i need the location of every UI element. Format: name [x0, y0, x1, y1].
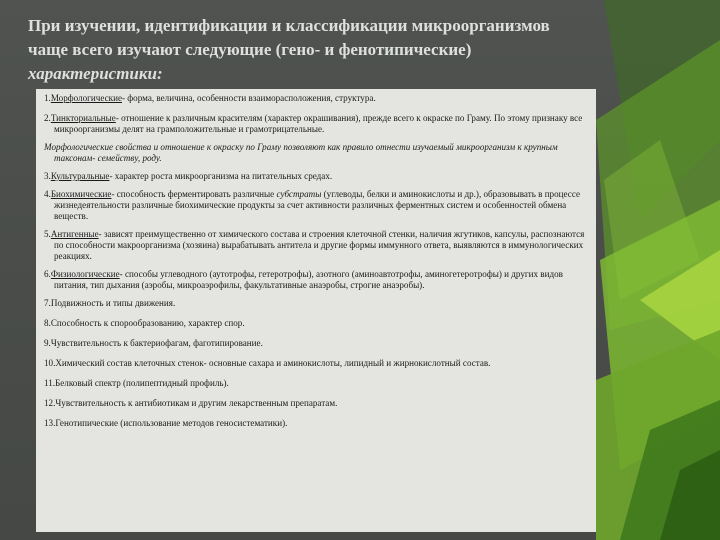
- item-text: - форма, величина, особенности взаиморасположения, структура.: [121, 93, 376, 103]
- item-text: - способы углеводного (аутотрофы, гетеротрофы), азотного (аминоавтотрофы, аминогетеротрофы) и других видов питания, тип дыхания (аэробы, микроаэрофилы, факультативные анаэробы, строгие анаэробы).: [54, 269, 563, 290]
- item-text: Морфологические свойства и отношение к окраску по Граму позволяют как правило отнести изучаемый микроорганизм к крупным таксонам- семейству, роду.: [44, 142, 558, 163]
- item-term: Тинкториальные: [50, 113, 116, 123]
- item-text: 10.Химический состав клеточных стенок- основные сахара и аминокислоты, липидный и жирнокислотный состав.: [44, 358, 491, 368]
- item-text: 11.Белковый спектр (полипептидный профиль).: [44, 378, 229, 388]
- item-text: 9.Чувствительность к бактериофагам, фаготипирование.: [44, 338, 263, 348]
- item-number: 5.: [44, 229, 51, 239]
- item-text: 13.Генотипические (использование методов геносистематики).: [44, 418, 288, 428]
- item-term: Антигенные: [50, 229, 99, 239]
- item-text: 7.Подвижность и типы движения.: [44, 298, 176, 308]
- item-tinctorial: [44, 113, 588, 135]
- title-line-3: характеристики:: [28, 64, 163, 83]
- title-line-2: чаще всего изучают следующие (гено- и фенотипические): [28, 40, 472, 59]
- item-text-emphasis: субстраты: [276, 189, 322, 199]
- item-text-a: - способность ферментировать различные: [111, 189, 277, 199]
- item-biochemical: [44, 189, 588, 222]
- item-term: Биохимические: [50, 189, 112, 199]
- item-text: 8.Способность к спорообразованию, характер спор.: [44, 318, 245, 328]
- item-genotypic: [44, 418, 588, 429]
- item-sporulation: [44, 318, 588, 329]
- item-text: - отношение к различным красителям (характер окрашивания), прежде всего к окраске по Граму. По этому признаку все микроорганизмы делят на грамположительные и грамотрицательные.: [54, 113, 583, 134]
- item-number: 2.: [44, 113, 51, 123]
- item-cultural: [44, 171, 588, 182]
- item-phage-sensitivity: [44, 338, 588, 349]
- slide-title: [28, 14, 668, 86]
- item-term: Морфологические: [50, 93, 122, 103]
- item-number: 6.: [44, 269, 51, 279]
- item-motility: [44, 298, 588, 309]
- item-term: Культуральные: [50, 171, 110, 181]
- content-panel: [36, 89, 596, 532]
- item-text: 12.Чувствительность к антибиотикам и другим лекарственным препаратам.: [44, 398, 338, 408]
- item-number: 4.: [44, 189, 51, 199]
- item-physiological: [44, 269, 588, 291]
- item-number: 1.: [44, 93, 51, 103]
- item-number: 3.: [44, 171, 51, 181]
- item-note: [44, 142, 588, 164]
- item-term: Физиологические: [50, 269, 120, 279]
- item-text: - зависят преимущественно от химического состава и строения клеточной стенки, наличия жгутиков, капсулы, распознаются по способности макроорганизма (хозяина) вырабатывать антитела и другие формы иммунного ответа, выявляются в иммунологических реакциях.: [54, 229, 585, 261]
- title-line-1: При изучении, идентификации и классификации микроорганизмов: [28, 16, 550, 35]
- item-protein-spectrum: [44, 378, 588, 389]
- item-cell-wall-composition: [44, 358, 588, 369]
- item-text-b: (углеводы, белки и аминокислоты и др.), образовывать в процессе жизнедеятельности различные биохимические продукты за счет активности различных ферментных систем и особенностей обмена веществ.: [54, 189, 580, 221]
- item-antibiotic-sensitivity: [44, 398, 588, 409]
- item-text: - характер роста микроорганизма на питательных средах.: [109, 171, 333, 181]
- item-antigenic: [44, 229, 588, 262]
- item-morphological: [44, 93, 588, 104]
